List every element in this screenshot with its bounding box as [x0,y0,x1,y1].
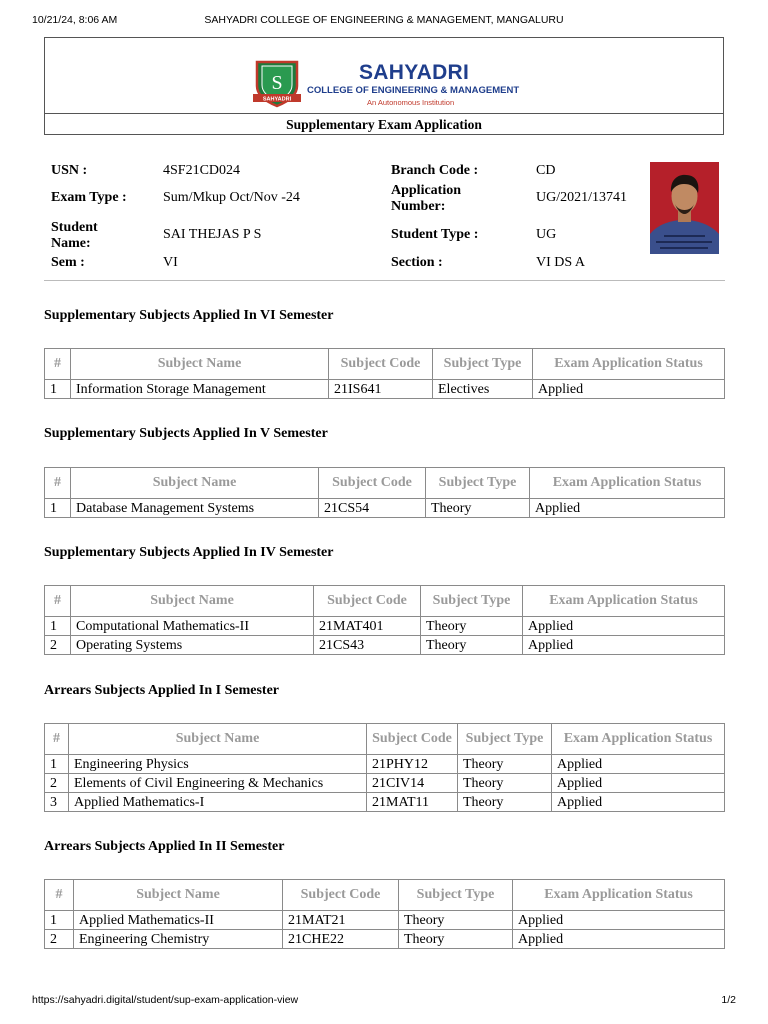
application-number-label-2: Number: [391,199,446,214]
divider [44,280,725,281]
cell-status: Applied [513,911,725,930]
col-header: Exam Application Status [533,349,725,380]
col-header: Subject Name [71,468,319,499]
section-label: Section : [391,255,443,270]
cell-subject-type: Theory [421,617,523,636]
usn-value: 4SF21CD024 [163,163,241,178]
col-header: Subject Code [283,880,399,911]
section-value: VI DS A [536,255,586,270]
application-number-label-1: Application [391,183,462,198]
cell-status: Applied [523,617,725,636]
col-header: Subject Type [421,586,523,617]
cell-status: Applied [523,636,725,655]
table-row [45,930,725,949]
col-header: # [45,349,71,380]
cell-status: Applied [513,930,725,949]
cell-index: 2 [45,636,71,655]
page-url: https://sahyadri.digital/student/sup-exam-application-view [32,994,299,1006]
subjects-table [44,879,725,949]
person-icon [650,162,719,254]
cell-index: 1 [45,911,74,930]
cell-subject-name: Elements of Civil Engineering & Mechanics [69,774,367,793]
cell-subject-code: 21MAT11 [367,793,458,812]
student-type-label: Student Type : [391,227,479,242]
print-header [32,14,736,30]
cell-subject-name: Engineering Physics [69,755,367,774]
cell-subject-type: Theory [426,499,530,518]
cell-subject-type: Electives [433,380,533,399]
subjects-table [44,467,725,518]
page-title: Supplementary Exam Application [45,113,723,135]
cell-index: 1 [45,617,71,636]
col-header: Exam Application Status [530,468,725,499]
usn-label: USN : [51,163,88,178]
col-header: # [45,880,74,911]
table-row [45,774,725,793]
cell-subject-type: Theory [458,774,552,793]
col-header: Subject Code [319,468,426,499]
col-header: Subject Code [314,586,421,617]
section-title: Arrears Subjects Applied In II Semester [44,839,285,854]
col-header: Subject Name [74,880,283,911]
cell-status: Applied [552,755,725,774]
cell-subject-name: Information Storage Management [71,380,329,399]
cell-index: 3 [45,793,69,812]
exam-type-value: Sum/Mkup Oct/Nov -24 [163,190,300,205]
table-row [45,911,725,930]
cell-subject-type: Theory [399,911,513,930]
col-header: Subject Type [433,349,533,380]
shield-ribbon-text: SAHYADRI [262,96,292,103]
cell-subject-name: Applied Mathematics-I [69,793,367,812]
application-number-value: UG/2021/13741 [536,190,627,205]
col-header: Subject Code [367,724,458,755]
cell-subject-code: 21CS54 [319,499,426,518]
cell-index: 1 [45,380,71,399]
cell-subject-code: 21IS641 [329,380,433,399]
print-title: SAHYADRI COLLEGE OF ENGINEERING & MANAGEMENT, MANGALURU [204,14,564,26]
cell-index: 1 [45,499,71,518]
cell-index: 2 [45,930,74,949]
cell-subject-name: Computational Mathematics-II [71,617,314,636]
cell-subject-code: 21CHE22 [283,930,399,949]
cell-subject-name: Database Management Systems [71,499,319,518]
cell-subject-type: Theory [399,930,513,949]
section-title: Supplementary Subjects Applied In VI Semester [44,308,334,323]
student-name-value: SAI THEJAS P S [163,227,262,242]
table-row [45,380,725,399]
cell-index: 2 [45,774,69,793]
table-header-row [45,724,725,755]
col-header: Subject Name [71,586,314,617]
section-title: Supplementary Subjects Applied In IV Semester [44,545,334,560]
cell-subject-code: 21MAT21 [283,911,399,930]
col-header: Subject Type [399,880,513,911]
sem-label: Sem : [51,255,85,270]
col-header: Exam Application Status [523,586,725,617]
print-datetime: 10/21/24, 8:06 AM [32,14,118,26]
brand-name: SAHYADRI [359,61,470,84]
col-header: # [45,586,71,617]
cell-subject-type: Theory [458,793,552,812]
exam-type-label: Exam Type : [51,190,127,205]
col-header: Subject Name [69,724,367,755]
cell-status: Applied [552,793,725,812]
shield-letter: S [271,72,283,94]
cell-subject-name: Engineering Chemistry [74,930,283,949]
brand-subtitle: COLLEGE OF ENGINEERING & MANAGEMENT [307,85,520,96]
cell-subject-code: 21CIV14 [367,774,458,793]
section-title: Supplementary Subjects Applied In V Semester [44,426,328,441]
header-box [44,37,724,135]
table-row [45,793,725,812]
cell-status: Applied [533,380,725,399]
cell-subject-type: Theory [458,755,552,774]
subjects-table [44,723,725,812]
col-header: Subject Code [329,349,433,380]
subjects-table [44,585,725,655]
cell-subject-code: 21MAT401 [314,617,421,636]
page-number: 1/2 [721,994,736,1006]
table-header-row [45,468,725,499]
shield-logo-icon [251,60,303,108]
col-header: Subject Type [426,468,530,499]
subjects-table [44,348,725,399]
branch-label: Branch Code : [391,163,479,178]
table-row [45,499,725,518]
col-header: # [45,468,71,499]
table-header-row [45,349,725,380]
student-photo [650,162,719,254]
table-row [45,755,725,774]
cell-status: Applied [530,499,725,518]
cell-subject-code: 21CS43 [314,636,421,655]
sem-value: VI [163,255,178,270]
col-header: Exam Application Status [552,724,725,755]
table-row [45,636,725,655]
col-header: # [45,724,69,755]
cell-subject-type: Theory [421,636,523,655]
brand-tagline: An Autonomous Institution [367,98,455,107]
col-header: Subject Name [71,349,329,380]
cell-index: 1 [45,755,69,774]
student-name-label-1: Student [51,220,98,235]
cell-subject-name: Operating Systems [71,636,314,655]
print-footer [32,994,736,1010]
cell-subject-code: 21PHY12 [367,755,458,774]
student-type-value: UG [536,227,557,242]
table-row [45,617,725,636]
cell-status: Applied [552,774,725,793]
branch-value: CD [536,163,556,178]
table-header-row [45,880,725,911]
college-logo [251,58,531,108]
table-header-row [45,586,725,617]
col-header: Subject Type [458,724,552,755]
section-title: Arrears Subjects Applied In I Semester [44,683,280,698]
cell-subject-name: Applied Mathematics-II [74,911,283,930]
col-header: Exam Application Status [513,880,725,911]
student-name-label-2: Name: [51,236,91,251]
